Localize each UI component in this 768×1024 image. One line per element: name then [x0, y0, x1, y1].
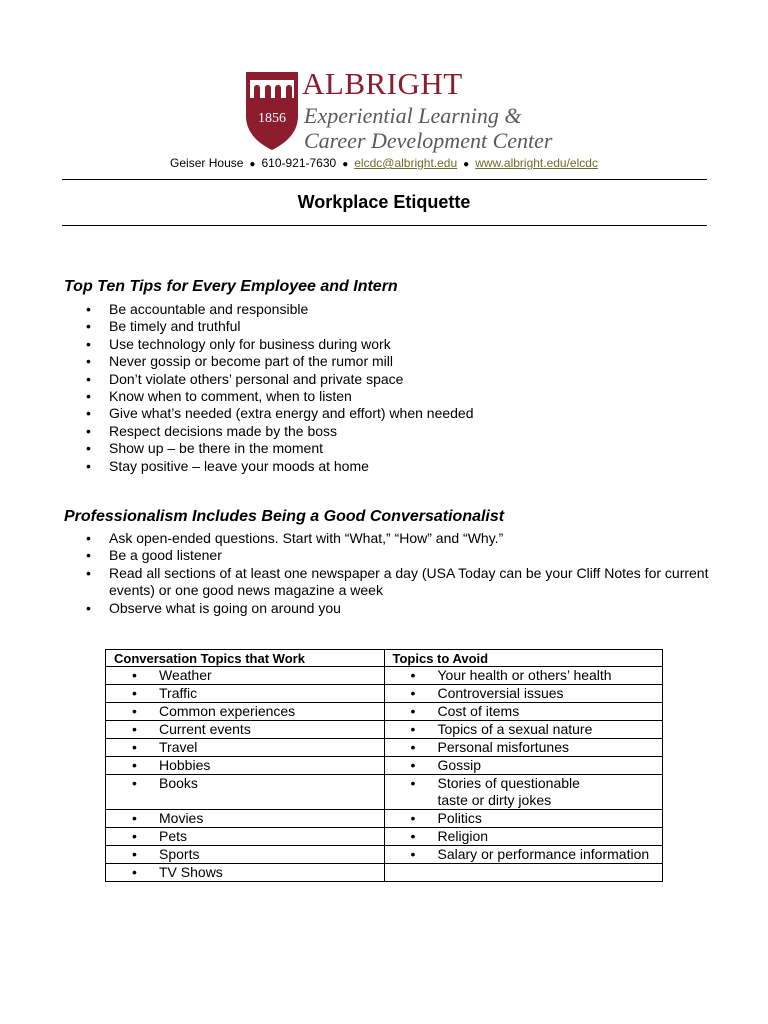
logo-subtitle-line1: Experiential Learning &	[304, 103, 522, 128]
list-item: • Be timely and truthful	[86, 318, 474, 335]
cell-text: • Current events	[106, 721, 380, 738]
empty-cell	[385, 864, 659, 881]
cell-text: • Hobbies	[106, 757, 380, 774]
cell-text: • Politics	[385, 810, 659, 827]
list-item: • Ask open-ended questions. Start with “What,” “How” and “Why.”	[86, 530, 726, 547]
table-header-row	[106, 650, 663, 667]
table-row	[106, 721, 663, 739]
cell-text: • Controversial issues	[385, 685, 659, 702]
cell-text: • Traffic	[106, 685, 380, 702]
table-cell	[384, 721, 663, 739]
cell-text: • Cost of items	[385, 703, 659, 720]
cell-text: • Sports	[106, 846, 380, 863]
list-item: • Show up – be there in the moment	[86, 440, 474, 457]
table-row	[106, 703, 663, 721]
table-cell	[384, 846, 663, 864]
tips-list	[86, 301, 474, 475]
list-item: • Use technology only for business during work	[86, 336, 474, 353]
section-heading-tips: Top Ten Tips for Every Employee and Intern	[64, 278, 398, 295]
list-item: • Be accountable and responsible	[86, 301, 474, 318]
table-cell	[384, 828, 663, 846]
table-cell	[384, 775, 663, 810]
column-header-work: Conversation Topics that Work	[106, 650, 385, 667]
cell-text: • Movies	[106, 810, 380, 827]
table-cell	[106, 810, 385, 828]
table-cell	[384, 864, 663, 882]
logo-subtitle-line2: Career Development Center	[304, 128, 553, 153]
email-link[interactable]: elcdc@albright.edu	[354, 156, 458, 170]
albright-shield-icon	[246, 72, 298, 150]
list-item: • Don’t violate others’ personal and private space	[86, 371, 474, 388]
logo-name: ALBRIGHT	[302, 66, 463, 101]
table-cell	[106, 846, 385, 864]
location-text: Geiser House	[170, 156, 244, 170]
table-cell	[106, 775, 385, 810]
cell-text: • Books	[106, 775, 380, 792]
table-row	[106, 667, 663, 685]
header-divider-top	[62, 179, 707, 180]
list-item: • Never gossip or become part of the rumor mill	[86, 353, 474, 370]
list-item: • Be a good listener	[86, 547, 726, 564]
cell-text: • Travel	[106, 739, 380, 756]
table-cell	[384, 685, 663, 703]
header-divider-bottom	[62, 225, 707, 226]
cell-text: • Personal misfortunes	[385, 739, 659, 756]
separator-dot: ●	[463, 159, 470, 170]
table-row	[106, 828, 663, 846]
list-item: • Observe what is going on around you	[86, 600, 726, 617]
table-cell	[106, 828, 385, 846]
cell-text: • Weather	[106, 667, 380, 684]
contact-line	[0, 155, 768, 173]
table-cell	[106, 685, 385, 703]
table-row	[106, 685, 663, 703]
table-row	[106, 757, 663, 775]
table-cell	[384, 810, 663, 828]
table-cell	[106, 667, 385, 685]
table-row	[106, 739, 663, 757]
cell-text: • TV Shows	[106, 864, 380, 881]
table-cell	[106, 739, 385, 757]
table-row	[106, 864, 663, 882]
phone-text: 610-921-7630	[261, 156, 337, 170]
table-cell	[384, 703, 663, 721]
list-item: • Know when to comment, when to listen	[86, 388, 474, 405]
table-row	[106, 810, 663, 828]
separator-dot: ●	[249, 159, 256, 170]
table-cell	[106, 757, 385, 775]
list-item: • Respect decisions made by the boss	[86, 423, 474, 440]
table-cell	[384, 667, 663, 685]
cell-text: • Pets	[106, 828, 380, 845]
cell-text: • Salary or performance information	[385, 846, 659, 863]
cell-text: • Your health or others’ health	[385, 667, 659, 684]
website-link[interactable]: www.albright.edu/elcdc	[475, 156, 598, 170]
logo-year: 1856	[258, 111, 286, 126]
cell-text: • Topics of a sexual nature	[385, 721, 659, 738]
list-item: • Give what’s needed (extra energy and effort) when needed	[86, 405, 474, 422]
cell-text: • Common experiences	[106, 703, 380, 720]
cell-text: • Gossip	[385, 757, 659, 774]
table-row	[106, 846, 663, 864]
cell-text: • Religion	[385, 828, 659, 845]
table-cell	[384, 757, 663, 775]
table-cell	[106, 721, 385, 739]
section-heading-conversation: Professionalism Includes Being a Good Conversationalist	[64, 508, 505, 525]
topics-table	[105, 649, 663, 882]
table-row	[106, 775, 663, 810]
separator-dot: ●	[342, 159, 349, 170]
cell-text: • Stories of questionable taste or dirty jokes	[385, 775, 605, 809]
column-header-avoid: Topics to Avoid	[384, 650, 663, 667]
list-item: • Read all sections of at least one newspaper a day (USA Today can be your Cliff Notes for current events) or one good news magazine a week	[86, 565, 726, 600]
table-cell	[384, 739, 663, 757]
table-cell	[106, 864, 385, 882]
conversation-list	[86, 530, 726, 617]
table-cell	[106, 703, 385, 721]
list-item: • Stay positive – leave your moods at home	[86, 458, 474, 475]
page-title: Workplace Etiquette	[297, 192, 471, 212]
albright-logo	[244, 66, 553, 156]
